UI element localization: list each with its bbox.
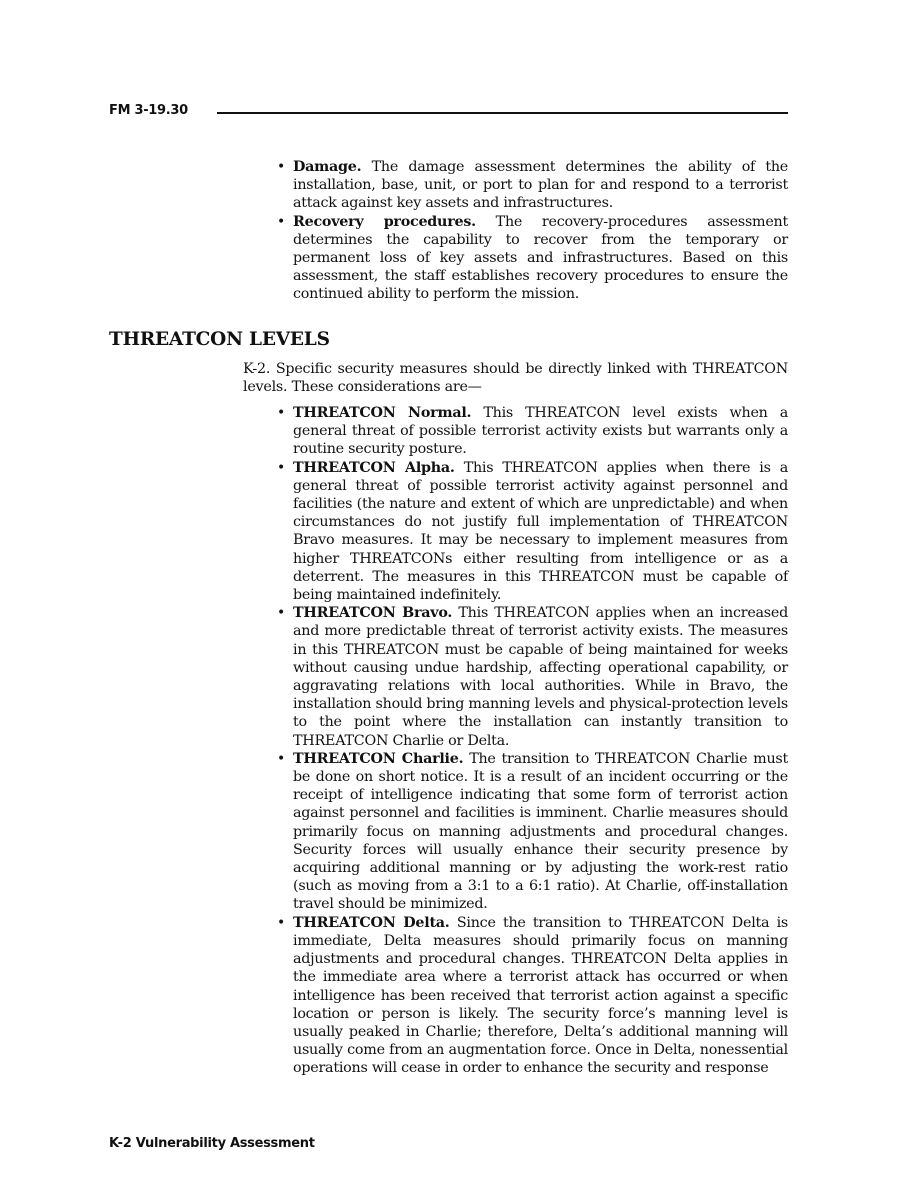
page-header [109, 103, 788, 123]
document-id: FM 3-19.30 [109, 103, 188, 118]
section-paragraph: K-2. Specific security measures should be directly linked with THREATCON levels. These considerations are— [243, 361, 788, 396]
bullet-text: The transition to THREATCON Charlie must be done on short notice. It is a result of an incident occurring or the receipt of intelligence indicating that some form of terrorist action against personnel and facilities is imminent. Charlie measures should primarily focus on manning adjustments and procedural changes. Security forces will usually enhance their security presence by acquiring additional manning or by adjusting the work-rest ratio (such as moving from a 3:1 to a 6:1 ratio). At Charlie, off-installation travel should be minimized. [293, 750, 789, 913]
bullet-threatcon-normal [277, 404, 788, 459]
header-rule [217, 112, 788, 114]
threatcon-bullet-list [277, 404, 788, 1078]
bullet-text: Since the transition to THREATCON Delta is immediate, Delta measures should primarily focus on manning adjustments and procedural changes. THREATCON Delta applies in the immediate area where a terrorist attack has occurred or when intelligence has been received that terrorist action against a specific location or person is likely. The security force’s manning level is usually peaked in Charlie; therefore, Delta’s additional manning will usually come from an augmentation force. Once in Delta, nonessential operations will cease in order to enhance the security and response [293, 914, 788, 1077]
bullet-term: THREATCON Delta. [293, 914, 450, 931]
bullet-threatcon-bravo [277, 604, 788, 750]
bullet-text: The recovery-procedures assessment determines the capability to recover from the temporary or permanent loss of key assets and infrastructures. Based on this assessment, the staff establishes recovery procedures to ensure the continued ability to perform the mission. [293, 213, 788, 303]
bullet-threatcon-delta [277, 914, 788, 1078]
bullet-recovery-procedures [277, 213, 788, 304]
bullet-threatcon-alpha [277, 459, 788, 605]
bullet-text: This THREATCON applies when there is a general threat of possible terrorist activity against personnel and facilities (the nature and extent of which are unpredictable) and when circumstances do not justify full implementation of THREATCON Bravo measures. It may be necessary to implement measures from higher THREATCONs either resulting from intelligence or as a deterrent. The measures in this THREATCON must be capable of being maintained indefinitely. [293, 459, 788, 604]
bullet-term: THREATCON Bravo. [293, 605, 453, 622]
bullet-text: The damage assessment determines the ability of the installation, base, unit, or port to plan for and respond to a terrorist attack against key assets and infrastructures. [293, 159, 789, 212]
bullet-term: THREATCON Alpha. [293, 459, 455, 476]
bullet-term: THREATCON Charlie. [293, 750, 464, 767]
bullet-term: THREATCON Normal. [293, 405, 472, 421]
bullet-term: Recovery procedures. [293, 213, 476, 230]
bullet-text: This THREATCON applies when an increased and more predictable threat of terrorist activity exists. The measures in this THREATCON must be capable of being maintained for weeks without causing undue hardship, affecting operational capability, or aggravating relations with local authorities. While in Bravo, the installation should bring manning levels and physical-protection levels to the point where the installation can instantly transition to THREATCON Charlie or Delta. [293, 605, 789, 749]
bullet-threatcon-charlie [277, 750, 788, 914]
bullet-text: This THREATCON level exists when a general threat of possible terrorist activity exists but warrants only a routine security posture. [293, 405, 788, 458]
page-footer: K-2 Vulnerability Assessment [109, 1136, 315, 1151]
bullet-damage [277, 158, 788, 213]
intro-bullet-list [277, 158, 788, 304]
bullet-term: Damage. [293, 159, 362, 175]
section-heading: THREATCON LEVELS [109, 329, 330, 350]
